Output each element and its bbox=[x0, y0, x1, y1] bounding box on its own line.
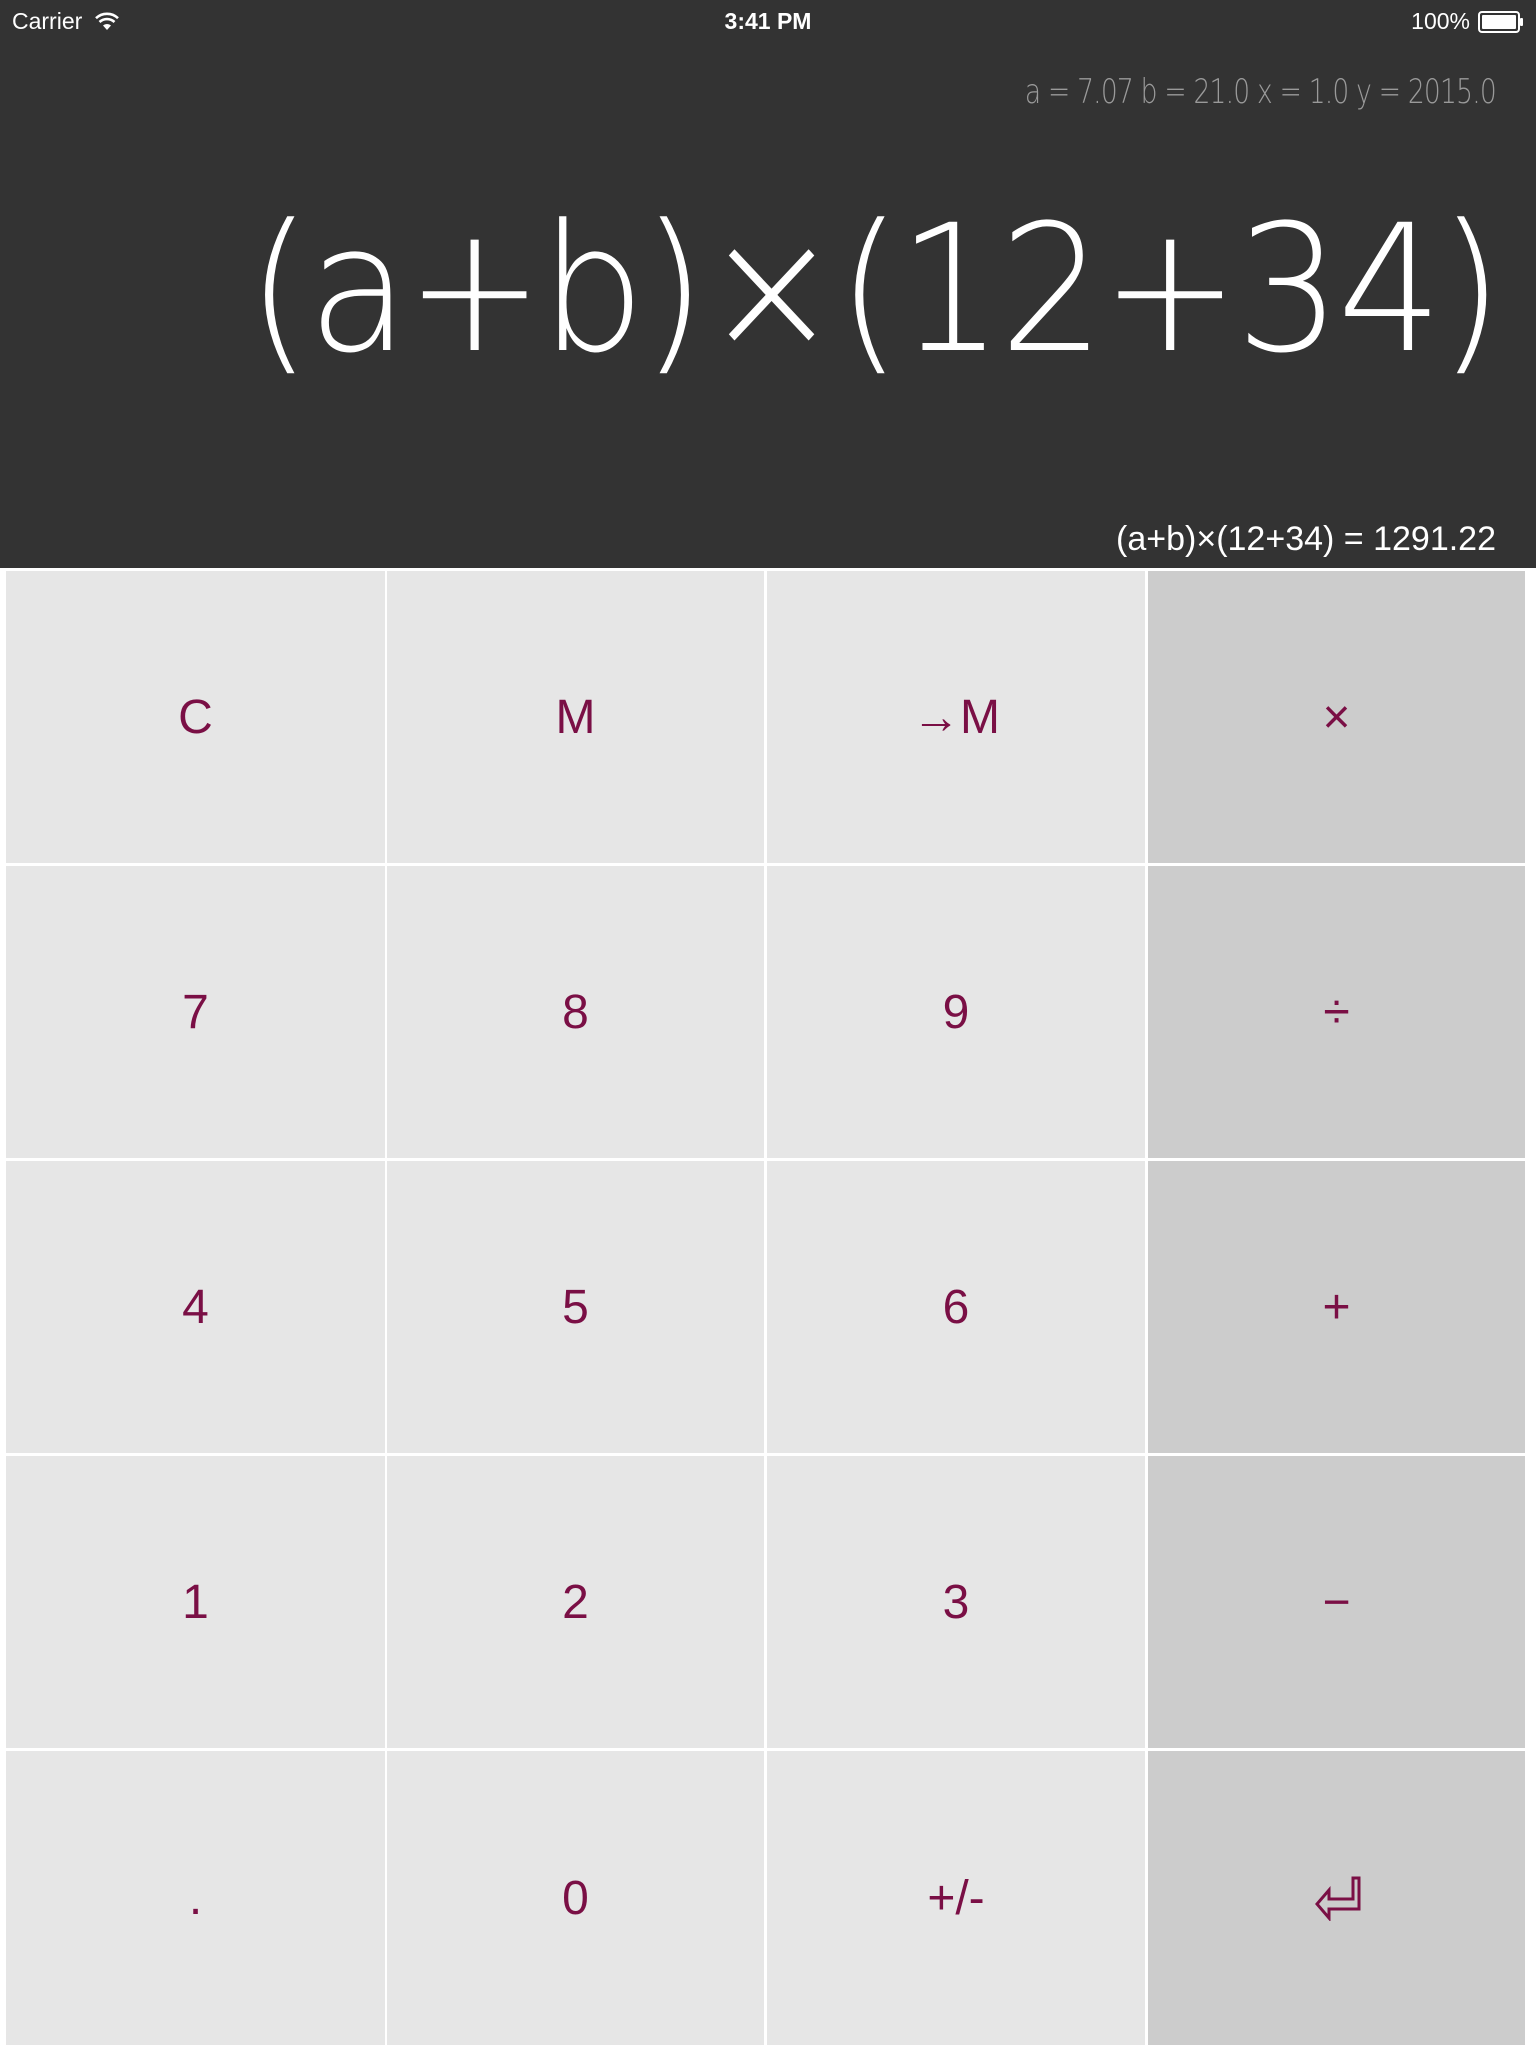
multiply-button[interactable]: × bbox=[1148, 571, 1525, 863]
digit-7-button[interactable]: 7 bbox=[6, 866, 385, 1158]
status-bar bbox=[0, 0, 1536, 40]
keypad bbox=[0, 568, 1536, 2048]
subtract-button[interactable]: − bbox=[1148, 1456, 1525, 1748]
battery-percentage: 100% bbox=[1411, 8, 1470, 34]
display-panel bbox=[0, 0, 1536, 568]
battery-icon bbox=[1478, 11, 1524, 33]
digit-4-button[interactable]: 4 bbox=[6, 1161, 385, 1453]
result-display: (a+b)×(12+34) = 1291.22 bbox=[1116, 520, 1496, 558]
variables-readout: a = 7.07 b = 21.0 x = 1.0 y = 2015.0 bbox=[1024, 72, 1496, 112]
digit-5-button[interactable]: 5 bbox=[387, 1161, 764, 1453]
memory-store-button[interactable]: →M bbox=[767, 571, 1145, 863]
memory-recall-button[interactable]: M bbox=[387, 571, 764, 863]
battery-indicator bbox=[1411, 8, 1524, 35]
negate-button[interactable]: +/- bbox=[767, 1751, 1145, 2045]
expression-display: (a+b)×(12+34) bbox=[247, 187, 1500, 392]
digit-1-button[interactable]: 1 bbox=[6, 1456, 385, 1748]
digit-8-button[interactable]: 8 bbox=[387, 866, 764, 1158]
clear-button[interactable]: C bbox=[6, 571, 385, 863]
digit-3-button[interactable]: 3 bbox=[767, 1456, 1145, 1748]
carrier-label: Carrier bbox=[12, 8, 83, 34]
decimal-point-button[interactable]: . bbox=[6, 1751, 385, 2045]
digit-0-button[interactable]: 0 bbox=[387, 1751, 764, 2045]
divide-button[interactable]: ÷ bbox=[1148, 866, 1525, 1158]
digit-6-button[interactable]: 6 bbox=[767, 1161, 1145, 1453]
digit-9-button[interactable]: 9 bbox=[767, 866, 1145, 1158]
digit-2-button[interactable]: 2 bbox=[387, 1456, 764, 1748]
add-button[interactable]: + bbox=[1148, 1161, 1525, 1453]
return-arrow-icon bbox=[1313, 1875, 1361, 1921]
enter-button[interactable] bbox=[1148, 1751, 1525, 2045]
status-time: 3:41 PM bbox=[724, 8, 812, 34]
